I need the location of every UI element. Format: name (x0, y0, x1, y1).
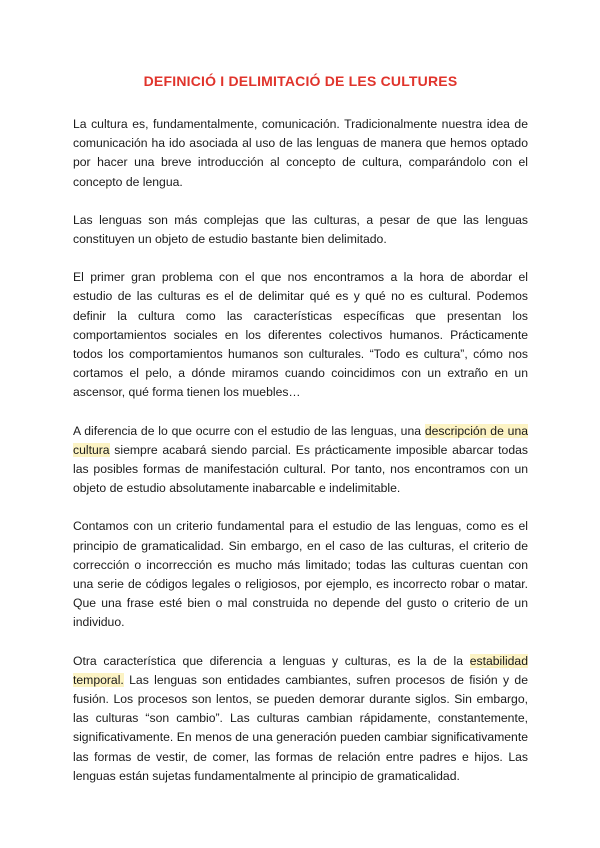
paragraph-1: La cultura es, fundamentalmente, comunicación. Tradicionalmente nuestra idea de comunicación ha ido asociada al uso de las lenguas de manera que hemos optado por hacer una breve introducción al concepto de cultura, comparándolo con el concepto de lengua. (73, 117, 528, 189)
paragraph-4 (73, 422, 528, 499)
paragraph-6 (73, 652, 528, 786)
highlighted-phrase-estabilidad: estabilidad temporal. (73, 653, 528, 687)
paragraph-5: Contamos con un criterio fundamental para el estudio de las lenguas, como es el principio de gramaticalidad. Sin embargo, en el caso de las culturas, el criterio de corrección o incorrección es mucho más limitado; todas las culturas cuentan con una serie de códigos legales o religiosos, por ejemplo, es incorrecto robar o matar. Que una frase esté bien o mal construida no depende del gusto o criterio de un individuo. (73, 519, 528, 630)
paragraph-6-text-before: Otra característica que diferencia a lenguas y culturas, es la de la (73, 653, 470, 668)
paragraph-4-text-before: A diferencia de lo que ocurre con el estudio de las lenguas, una (73, 423, 425, 438)
document-title: DEFINICIÓ I DELIMITACIÓ DE LES CULTURES (143, 73, 458, 89)
paragraph-2: Las lenguas son más complejas que las culturas, a pesar de que las lenguas constituyen un objeto de estudio bastante bien delimitado. (73, 212, 528, 247)
highlighted-phrase-descripcion: descripción de una cultura (73, 423, 528, 457)
paragraph-6-text-after: Las lenguas son entidades cambiantes, sufren procesos de fisión y de fusión. Los procesos son lentos, se pueden demorar durante siglos. Sin embargo, las culturas “son cambio”. Las culturas cambian rápidamente, constantemente, significativamente. En menos de una generación pueden cambiar significativamente las formas de vestir, de comer, las formas de relación entre padres e hijos. Las lenguas están sujetas fundamentalmente al principio de gramaticalidad. (73, 672, 528, 783)
paragraph-3: El primer gran problema con el que nos encontramos a la hora de abordar el estudio de las culturas es el de delimitar qué es y qué no es cultural. Podemos definir la cultura como las características específicas que presentan los comportamientos sociales en los diferentes colectivos humanos. Prácticamente todos los comportamientos humanos son culturales. “Todo es cultura”, cómo nos cortamos el pelo, a dónde miramos cuando coincidimos con un extraño en un ascensor, qué forma tienen los muebles… (73, 270, 528, 400)
paragraph-4-text-after: siempre acabará siendo parcial. Es prácticamente imposible abarcar todas las posibles formas de manifestación cultural. Por tanto, nos encontramos con un objeto de estudio absolutamente inabarcable e indelimitable. (73, 442, 528, 496)
